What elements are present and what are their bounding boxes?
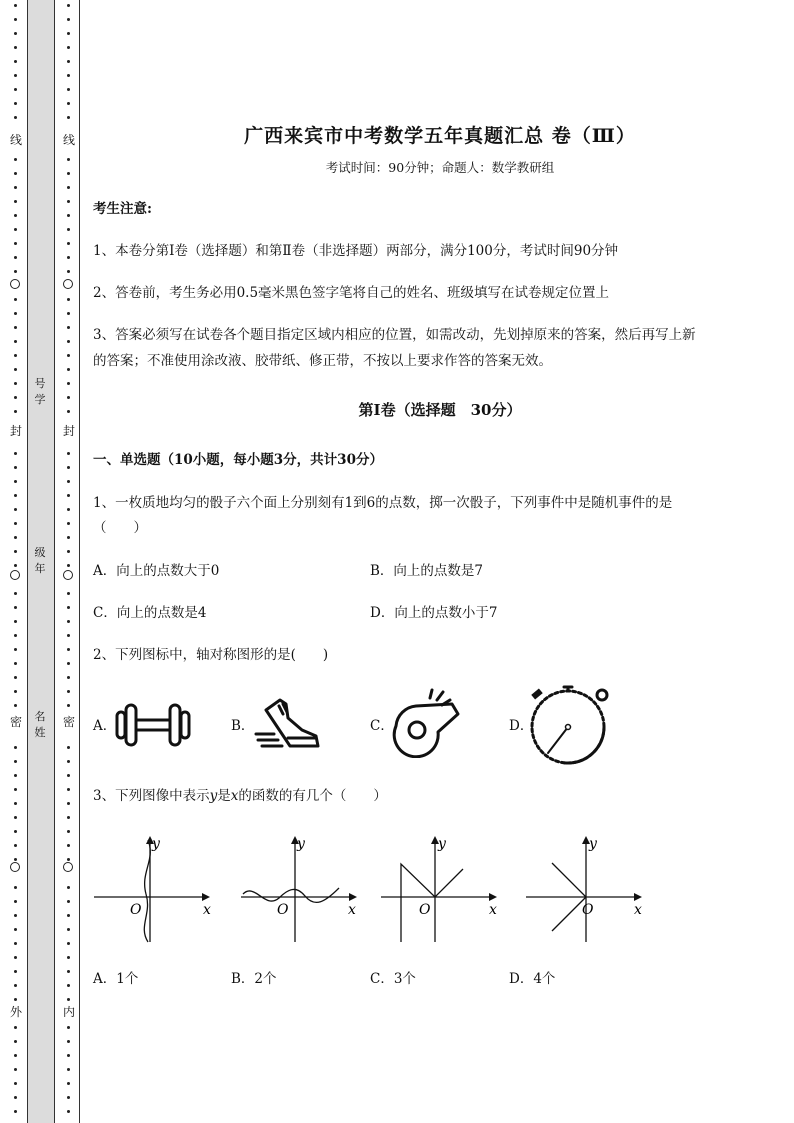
- margin-dot: [67, 690, 70, 693]
- question-3-stem-prefix: 3、下列图像中表示: [93, 788, 210, 804]
- margin-dot: [67, 844, 70, 847]
- margin-dot: [14, 1110, 17, 1113]
- margin-dot: [67, 368, 70, 371]
- margin-dot: [67, 620, 70, 623]
- margin-ring: [63, 862, 73, 872]
- margin-dot: [14, 354, 17, 357]
- margin-dot: [67, 186, 70, 189]
- question-1-option-a: A．向上的点数大于0: [93, 563, 220, 579]
- margin-dot: [14, 368, 17, 371]
- margin-dot: [67, 788, 70, 791]
- margin-ring: [10, 279, 20, 289]
- margin-dot: [14, 1026, 17, 1029]
- margin-dot: [67, 200, 70, 203]
- notice-heading: 考生注意:: [93, 201, 152, 217]
- margin-dot: [67, 1068, 70, 1071]
- margin-dot: [14, 410, 17, 413]
- margin-dot: [67, 452, 70, 455]
- margin-dot: [67, 662, 70, 665]
- margin-dot: [14, 634, 17, 637]
- question-3-var-x: x: [230, 788, 239, 804]
- margin-dot: [67, 886, 70, 889]
- margin-dot: [14, 116, 17, 119]
- axis-x-label: x: [634, 902, 642, 918]
- notice-item-3-line-2: 的答案；不准使用涂改液、胶带纸、修正带，不按以上要求作答的答案无效。: [93, 353, 552, 369]
- outer-label-xian: 线: [9, 133, 22, 147]
- margin-dot: [14, 340, 17, 343]
- question-2-label-b: B．: [231, 718, 255, 734]
- question-3-stem-mid: 是: [217, 788, 231, 804]
- margin-dot: [67, 1040, 70, 1043]
- margin-dot: [14, 1082, 17, 1085]
- axis-y-label: y: [297, 836, 305, 852]
- margin-dot: [14, 844, 17, 847]
- question-3-option-d: D．4个: [509, 971, 556, 987]
- outer-label-wai: 外: [9, 1005, 22, 1019]
- margin-dot: [67, 1054, 70, 1057]
- margin-dot: [14, 816, 17, 819]
- margin-dot: [14, 256, 17, 259]
- inner-label-mi: 密: [62, 715, 75, 729]
- margin-dot: [14, 242, 17, 245]
- margin-dot: [14, 606, 17, 609]
- axis-y-label: y: [589, 836, 597, 852]
- margin-dot: [14, 774, 17, 777]
- question-2-label-a: A．: [93, 718, 117, 734]
- margin-dot: [67, 298, 70, 301]
- question-2-label-c: C．: [370, 718, 394, 734]
- origin-label: O: [582, 902, 594, 918]
- margin-dot: [67, 858, 70, 861]
- margin-dot: [14, 452, 17, 455]
- margin-dot: [14, 60, 17, 63]
- margin-dot: [14, 186, 17, 189]
- margin-dot: [14, 158, 17, 161]
- margin-dot: [14, 382, 17, 385]
- margin-dot: [67, 18, 70, 21]
- margin-dot: [67, 396, 70, 399]
- margin-dot: [14, 1054, 17, 1057]
- margin-dot: [14, 32, 17, 35]
- margin-dot: [14, 970, 17, 973]
- margin-dot: [14, 480, 17, 483]
- section-title: 第Ⅰ卷（选择题 30分）: [358, 401, 522, 419]
- notice-item-1: 1、本卷分第Ⅰ卷（选择题）和第Ⅱ卷（非选择题）两部分，满分100分，考试时间90分钟: [93, 243, 619, 259]
- margin-dot: [14, 74, 17, 77]
- margin-dot: [14, 928, 17, 931]
- question-2-label-d: D．: [509, 718, 534, 734]
- margin-dot: [67, 760, 70, 763]
- margin-dot: [67, 774, 70, 777]
- margin-dot: [67, 564, 70, 567]
- margin-dot: [67, 816, 70, 819]
- margin-ring: [10, 570, 20, 580]
- margin-dot: [67, 46, 70, 49]
- margin-dot: [67, 942, 70, 945]
- margin-dot: [67, 1026, 70, 1029]
- question-1-stem: 1、一枚质地均匀的骰子六个面上分别刻有1到6的点数，掷一次骰子，下列事件中是随机事件的是: [93, 495, 673, 511]
- margin-dot: [67, 60, 70, 63]
- margin-dot: [14, 18, 17, 21]
- running-shoe-icon: [252, 694, 324, 754]
- margin-dot: [67, 508, 70, 511]
- margin-dot: [14, 88, 17, 91]
- margin-dot: [14, 508, 17, 511]
- margin-dot: [14, 886, 17, 889]
- margin-dot: [67, 928, 70, 931]
- margin-dot: [67, 480, 70, 483]
- origin-label: O: [277, 902, 289, 918]
- margin-dot: [67, 830, 70, 833]
- margin-dot: [14, 592, 17, 595]
- question-1-option-d: D．向上的点数小于7: [370, 605, 498, 621]
- margin-dot: [14, 984, 17, 987]
- stopwatch-icon: [528, 683, 614, 769]
- margin-dot: [67, 88, 70, 91]
- margin-dot: [14, 1096, 17, 1099]
- margin-dot: [67, 214, 70, 217]
- margin-dot: [14, 298, 17, 301]
- margin-dot: [67, 410, 70, 413]
- margin-dot: [14, 396, 17, 399]
- question-1-option-c: C．向上的点数是4: [93, 605, 207, 621]
- exam-subtitle: 考试时间：90分钟；命题人：数学教研组: [325, 160, 555, 175]
- margin-dot: [67, 4, 70, 7]
- margin-dot: [67, 382, 70, 385]
- margin-dot: [67, 984, 70, 987]
- axis-y-label: y: [152, 836, 160, 852]
- margin-dot: [14, 326, 17, 329]
- margin-dot: [67, 116, 70, 119]
- margin-dot: [67, 522, 70, 525]
- margin-dot: [14, 788, 17, 791]
- origin-label: O: [130, 902, 142, 918]
- question-3-option-a: A．1个: [93, 971, 139, 987]
- margin-dot: [67, 228, 70, 231]
- margin-dot: [14, 312, 17, 315]
- question-3-option-c: C．3个: [370, 971, 416, 987]
- margin-dot: [14, 746, 17, 749]
- margin-dot: [14, 648, 17, 651]
- margin-dot: [14, 550, 17, 553]
- margin-dot: [14, 956, 17, 959]
- margin-dot: [14, 942, 17, 945]
- margin-dot: [14, 172, 17, 175]
- origin-label: O: [419, 902, 431, 918]
- margin-dot: [67, 648, 70, 651]
- margin-dot: [67, 606, 70, 609]
- notice-item-3-line-1: 3、答案必须写在试卷各个题目指定区域内相应的位置，如需改动，先划掉原来的答案，然后再写上新: [93, 327, 696, 343]
- margin-dot: [14, 466, 17, 469]
- margin-dot: [14, 1040, 17, 1043]
- margin-dot: [67, 970, 70, 973]
- margin-dot: [67, 340, 70, 343]
- axis-y-label: y: [438, 836, 446, 852]
- notice-item-2: 2、答卷前，考生务必用0.5毫米黑色签字笔将自己的姓名、班级填写在试卷规定位置上: [93, 285, 610, 301]
- margin-dot: [67, 550, 70, 553]
- margin-dot: [67, 956, 70, 959]
- margin-dot: [14, 536, 17, 539]
- margin-dot: [67, 634, 70, 637]
- inner-label-nei: 内: [62, 1005, 75, 1019]
- margin-dot: [14, 4, 17, 7]
- margin-dot: [67, 676, 70, 679]
- whistle-icon: [392, 686, 464, 758]
- axis-x-label: x: [348, 902, 356, 918]
- student-number-label: 号 学: [34, 377, 46, 406]
- margin-dot: [14, 620, 17, 623]
- margin-ring: [10, 862, 20, 872]
- margin-dot: [67, 256, 70, 259]
- inner-dotted-line: [62, 0, 76, 1123]
- outer-label-feng: 封: [9, 424, 22, 438]
- inner-label-feng: 封: [62, 424, 75, 438]
- margin-dot: [14, 914, 17, 917]
- margin-dot: [67, 704, 70, 707]
- question-2-stem: 2、下列图标中，轴对称图形的是( ): [93, 647, 329, 663]
- margin-dot: [14, 494, 17, 497]
- margin-dot: [67, 1082, 70, 1085]
- margin-dot: [14, 564, 17, 567]
- name-label: 名 姓: [34, 710, 46, 739]
- margin-dot: [67, 1110, 70, 1113]
- question-3-stem: [93, 783, 387, 809]
- margin-dot: [67, 746, 70, 749]
- margin-ring: [63, 279, 73, 289]
- margin-dot: [67, 914, 70, 917]
- margin-dot: [67, 312, 70, 315]
- margin-divider: [79, 0, 80, 1123]
- question-3-var-y: y: [209, 788, 218, 804]
- margin-dot: [67, 326, 70, 329]
- margin-dot: [14, 228, 17, 231]
- margin-dot: [14, 662, 17, 665]
- margin-dot: [14, 270, 17, 273]
- margin-dot: [14, 690, 17, 693]
- margin-dot: [14, 102, 17, 105]
- margin-dot: [14, 760, 17, 763]
- margin-dot: [67, 270, 70, 273]
- outer-label-mi: 密: [9, 715, 22, 729]
- margin-dot: [14, 676, 17, 679]
- function-graph-b: [235, 832, 365, 947]
- margin-dot: [67, 592, 70, 595]
- function-graph-a: [90, 832, 220, 947]
- margin-dot: [14, 900, 17, 903]
- dumbbell-icon: [114, 700, 192, 750]
- margin-dot: [67, 466, 70, 469]
- margin-dot: [14, 200, 17, 203]
- part-heading: 一、单选题（10小题，每小题3分，共计30分）: [93, 452, 383, 468]
- margin-dot: [67, 998, 70, 1001]
- outer-dotted-line: [9, 0, 23, 1123]
- function-graph-c: [377, 832, 507, 947]
- margin-dot: [67, 1096, 70, 1099]
- margin-dot: [14, 830, 17, 833]
- axis-x-label: x: [489, 902, 497, 918]
- margin-dot: [14, 522, 17, 525]
- inner-label-xian: 线: [62, 133, 75, 147]
- function-graph-d: [522, 832, 652, 947]
- margin-dot: [67, 172, 70, 175]
- question-3-option-b: B．2个: [231, 971, 277, 987]
- margin-dot: [14, 998, 17, 1001]
- margin-dot: [67, 32, 70, 35]
- margin-dot: [67, 102, 70, 105]
- margin-dot: [67, 900, 70, 903]
- axis-x-label: x: [203, 902, 211, 918]
- margin-dot: [14, 46, 17, 49]
- margin-dot: [67, 536, 70, 539]
- margin-ring: [63, 570, 73, 580]
- margin-dot: [14, 802, 17, 805]
- margin-dot: [14, 1068, 17, 1071]
- margin-dot: [67, 354, 70, 357]
- margin-dot: [14, 858, 17, 861]
- margin-dot: [67, 494, 70, 497]
- margin-dot: [14, 704, 17, 707]
- question-3-stem-suffix: 的函数的有几个（ ）: [238, 788, 387, 804]
- margin-dot: [67, 158, 70, 161]
- question-1-option-b: B．向上的点数是7: [370, 563, 484, 579]
- margin-dot: [14, 214, 17, 217]
- margin-dot: [67, 242, 70, 245]
- grade-label: 级 年: [34, 546, 46, 575]
- margin-dot: [67, 74, 70, 77]
- question-1-paren: （ ）: [93, 520, 147, 536]
- margin-dot: [67, 802, 70, 805]
- exam-title: 广西来宾市中考数学五年真题汇总 卷（Ⅲ）: [244, 125, 636, 147]
